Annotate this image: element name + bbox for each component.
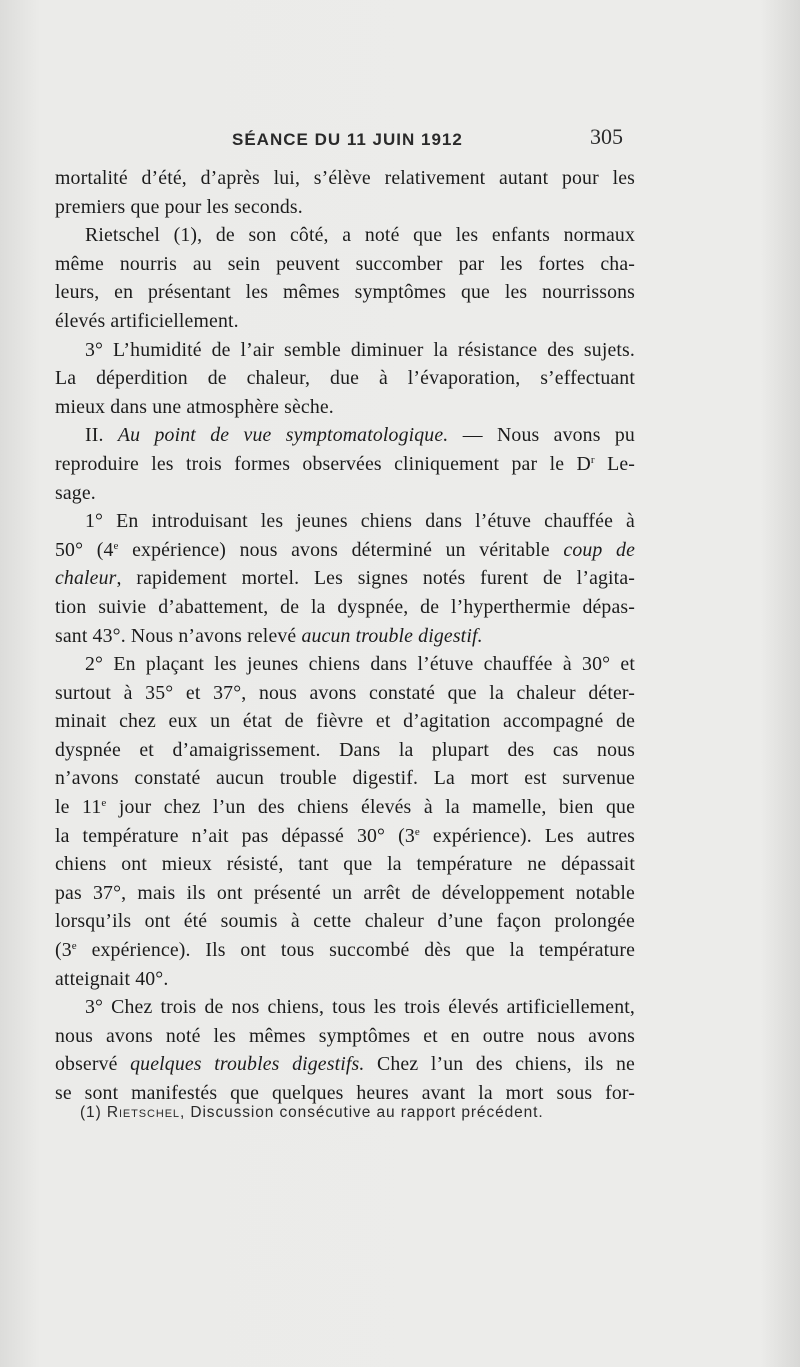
running-head: SÉANCE DU 11 JUIN 1912 [232, 130, 463, 149]
text-line: se sont manifestés que quelques heures avant la mort sous for- [55, 1082, 635, 1104]
text-line: chiens ont mieux résisté, tant que la température ne dépassait [55, 853, 635, 876]
text-line: observé quelques troubles digestifs. Chez l’un des chiens, ils ne [55, 1053, 635, 1076]
italic-phrase: Au point de vue symptomatologique. [117, 424, 449, 447]
text-line: leurs, en présentant les mêmes symptômes que les nourrissons [55, 281, 635, 304]
footnote [80, 1104, 544, 1122]
page-header [0, 124, 800, 156]
footnote-marker: (1) [80, 1104, 107, 1121]
italic-phrase: quelques troubles digestifs. [130, 1053, 365, 1076]
text-line: La déperdition de chaleur, due à l’évaporation, s’effectuant [55, 367, 635, 390]
text-line: élevés artificiellement. [55, 309, 239, 332]
text-line: sage. [55, 481, 96, 504]
text-line: 3° L’humidité de l’air semble diminuer la résistance des sujets. [85, 338, 635, 361]
text-line: mieux dans une atmosphère sèche. [55, 395, 334, 418]
text-line: la température n’ait pas dépassé 30° (3e expérience). Les autres [55, 824, 635, 847]
text-line: nous avons noté les mêmes symptômes et en outre nous avons [55, 1024, 635, 1047]
text-line: II. Au point de vue symptomatologique. — Nous avons pu [85, 424, 635, 447]
text-line: minait chez eux un état de fièvre et d’agitation accompagné de [55, 710, 635, 733]
italic-phrase: coup de [563, 538, 636, 561]
text-line: même nourris au sein peuvent succomber par les fortes cha- [55, 252, 635, 275]
text-line: reproduire les trois formes observées cliniquement par le $D^r$ Le- [55, 452, 635, 475]
text-line: sant 43°. Nous n’avons relevé aucun trouble digestif. [55, 624, 483, 647]
text-line: mortalité d’été, d’après lui, s’élève relativement autant pour les [55, 167, 635, 189]
text-line: (3e expérience). Ils ont tous succombé dès que la température [55, 939, 635, 962]
text-line: tion suivie d’abattement, de la dyspnée, de l’hyperthermie dépas- [55, 595, 635, 618]
text-line: 3° Chez trois de nos chiens, tous les trois élevés artificiellement, [85, 996, 635, 1019]
page-number: 305 [590, 124, 623, 149]
text-line: 1° En introduisant les jeunes chiens dans l’étuve chauffée à [85, 510, 635, 533]
text-line: surtout à 35° et 37°, nous avons constaté que la chaleur déter- [55, 681, 635, 704]
text-line: dyspnée et d’amaigrissement. Dans la plupart des cas nous [55, 738, 635, 761]
text-line: Rietschel (1), de son côté, a noté que les enfants normaux [85, 224, 635, 247]
text-line: atteignait 40°. [55, 967, 169, 990]
footnote-author: Rietschel [106, 1104, 180, 1121]
text-line: 50° (4e expérience) nous avons déterminé un véritable coup de [55, 538, 636, 561]
body-text [55, 164, 635, 1108]
footnote-text: , Discussion consécutive au rapport précédent. [179, 1104, 544, 1121]
italic-phrase: chaleur [55, 567, 117, 590]
text-line: pas 37°, mais ils ont présenté un arrêt de développement notable [55, 881, 635, 904]
text-line: chaleur, rapidement mortel. Les signes notés furent de l’agita- [55, 567, 635, 590]
text-line: premiers que pour les seconds. [55, 195, 303, 218]
text-line: n’avons constaté aucun trouble digestif. La mort est survenue [55, 767, 635, 790]
text-line: le 11e jour chez l’un des chiens élevés à la mamelle, bien que [55, 796, 635, 819]
text-line: 2° En plaçant les jeunes chiens dans l’étuve chauffée à 30° et [85, 653, 635, 676]
text-line: lorsqu’ils ont été soumis à cette chaleur d’une façon prolongée [55, 910, 635, 933]
italic-phrase: aucun trouble digestif. [301, 624, 483, 647]
